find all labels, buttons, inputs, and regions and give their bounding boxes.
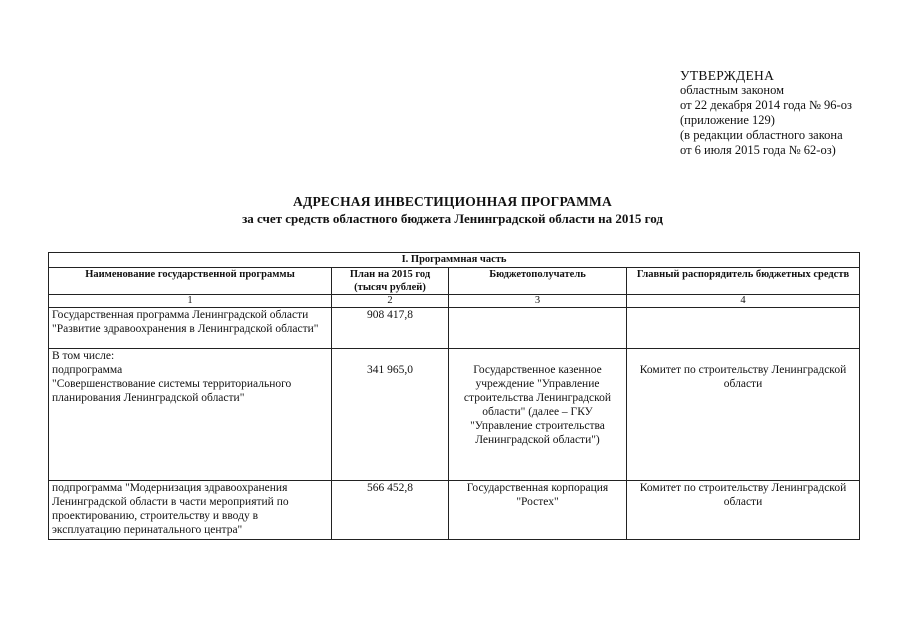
table-row bbox=[49, 349, 860, 481]
program-name: подпрограмма "Модернизация здравоохранения Ленинградской области в части мероприятий по проектированию, строительству и вводу в эксплуатацию перинатального центра" bbox=[49, 481, 332, 540]
recipient bbox=[449, 308, 627, 349]
title-main: АДРЕСНАЯ ИНВЕСТИЦИОННАЯ ПРОГРАММА bbox=[293, 194, 612, 209]
column-number: 1 bbox=[49, 295, 332, 308]
approval-line: от 6 июля 2015 года № 62-оз) bbox=[680, 143, 836, 157]
manager: Комитет по строительству Ленинградской области bbox=[627, 481, 860, 540]
approval-stamp bbox=[680, 68, 852, 158]
approval-line: (в редакции областного закона bbox=[680, 128, 843, 142]
program-name-cell bbox=[49, 349, 332, 481]
plan-amount: 908 417,8 bbox=[332, 308, 449, 349]
recipient: Государственное казенное учреждение "Управление строительства Ленинградской области" (далее – ГКУ "Управление строительства Ленинградской области") bbox=[449, 349, 627, 481]
column-header-recipient: Бюджетополучатель bbox=[449, 268, 627, 295]
column-header-plan: План на 2015 год (тысяч рублей) bbox=[332, 268, 449, 295]
approval-heading: УТВЕРЖДЕНА bbox=[680, 68, 775, 83]
approval-line: от 22 декабря 2014 года № 96-оз bbox=[680, 98, 852, 112]
manager bbox=[627, 308, 860, 349]
title-sub: за счет средств областного бюджета Ленинградской области на 2015 год bbox=[242, 211, 663, 226]
including-label: В том числе: bbox=[52, 350, 115, 362]
plan-amount: 566 452,8 bbox=[332, 481, 449, 540]
table-row bbox=[49, 308, 860, 349]
program-name: "Совершенствование системы территориального планирования Ленинградской области" bbox=[52, 378, 292, 404]
subprogram-kind: подпрограмма bbox=[52, 364, 123, 376]
column-header-program: Наименование государственной программы bbox=[49, 268, 332, 295]
approval-line: областным законом bbox=[680, 83, 785, 97]
column-number: 2 bbox=[332, 295, 449, 308]
approval-line: (приложение 129) bbox=[680, 113, 775, 127]
column-header-manager: Главный распорядитель бюджетных средств bbox=[627, 268, 860, 295]
column-number: 3 bbox=[449, 295, 627, 308]
program-table bbox=[48, 252, 860, 540]
manager: Комитет по строительству Ленинградской области bbox=[627, 349, 860, 481]
section-heading: I. Программная часть bbox=[49, 253, 860, 268]
table-row bbox=[49, 481, 860, 540]
document-title bbox=[0, 193, 905, 227]
recipient: Государственная корпорация "Ростех" bbox=[449, 481, 627, 540]
plan-amount: 341 965,0 bbox=[332, 349, 449, 481]
column-number: 4 bbox=[627, 295, 860, 308]
program-name: Государственная программа Ленинградской области "Развитие здравоохранения в Ленинградской области" bbox=[49, 308, 332, 349]
